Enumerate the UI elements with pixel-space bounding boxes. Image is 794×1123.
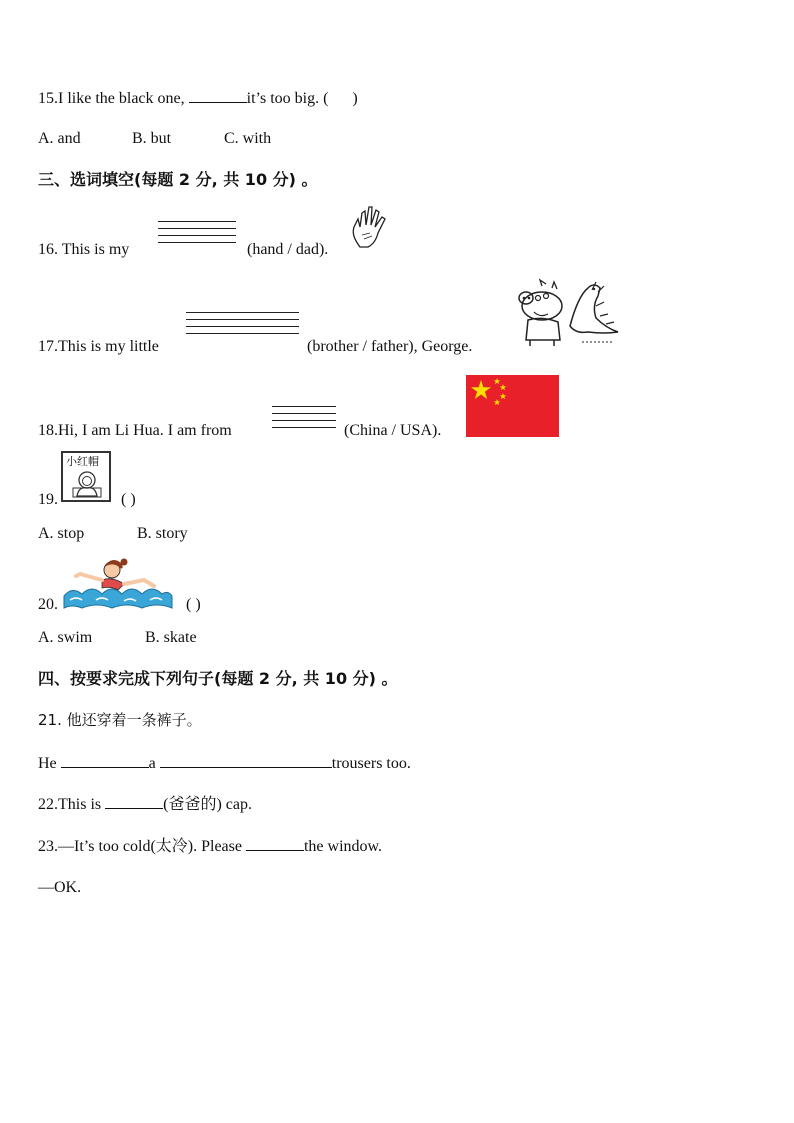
q16-answer-lines[interactable]: [158, 221, 236, 249]
q20-option-b: B. skate: [145, 629, 197, 646]
q15-option-b: B. but: [132, 130, 172, 147]
q16-text: 16. This is my: [38, 241, 130, 258]
q19-option-a: A. stop: [38, 525, 85, 542]
question-15: [38, 88, 358, 109]
q19-answer-paren[interactable]: ( ): [121, 491, 136, 508]
q19-number: 19.: [38, 491, 58, 508]
q21-post: trousers too.: [331, 755, 411, 772]
section-4-title: 四、按要求完成下列句子(每题 2 分, 共 10 分) 。: [38, 669, 398, 688]
q17-text: 17.This is my little: [38, 338, 159, 355]
storybook-icon: [61, 451, 111, 502]
little-red-hood-icon: [71, 470, 103, 498]
q23-blank[interactable]: [246, 836, 304, 851]
q17-choice: (brother / father), George.: [307, 338, 473, 355]
q23-post: the window.: [303, 838, 383, 855]
hand-icon: [350, 205, 392, 249]
question-21-answer: [38, 753, 411, 774]
q20-option-a: A. swim: [38, 629, 93, 646]
q15-text-post: it’s too big. (: [246, 90, 329, 107]
question-22: [38, 794, 252, 815]
china-flag-icon: [466, 375, 559, 437]
q15-option-a: A. and: [38, 130, 81, 147]
q22-blank[interactable]: [105, 794, 163, 809]
q20-answer-paren[interactable]: ( ): [186, 596, 201, 613]
q18-text: 18.Hi, I am Li Hua. I am from: [38, 422, 232, 439]
q23-reply: —OK.: [38, 879, 82, 896]
peppa-george-icon: [512, 276, 620, 348]
q16-choice: (hand / dad).: [247, 241, 329, 258]
q21-blank-2[interactable]: [160, 753, 332, 768]
q18-answer-lines[interactable]: [272, 406, 336, 434]
question-23: [38, 836, 382, 857]
q21-prompt: 21. 他还穿着一条裤子。: [38, 711, 202, 729]
q18-choice: (China / USA).: [344, 422, 442, 439]
q21-he: He: [38, 755, 61, 772]
q15-close-paren: ): [352, 90, 358, 107]
q22-pre: 22.This is: [38, 796, 106, 813]
q21-blank-1[interactable]: [61, 753, 149, 768]
q15-option-c: C. with: [224, 130, 272, 147]
q23-pre: 23.—It’s too cold(太冷). Please: [38, 838, 246, 855]
swimmer-icon: [62, 556, 174, 611]
q22-post: (爸爸的) cap.: [163, 796, 252, 813]
storybook-title: 小红帽: [66, 455, 99, 468]
q19-option-b: B. story: [137, 525, 188, 542]
section-3-title: 三、选词填空(每题 2 分, 共 10 分) 。: [38, 170, 318, 189]
q21-a: a: [148, 755, 160, 772]
q15-number: 15.: [38, 90, 58, 107]
q20-number: 20.: [38, 596, 58, 613]
q15-blank[interactable]: [189, 88, 247, 103]
q15-text-pre: I like the black one,: [58, 90, 189, 107]
q17-answer-lines[interactable]: [186, 312, 299, 340]
